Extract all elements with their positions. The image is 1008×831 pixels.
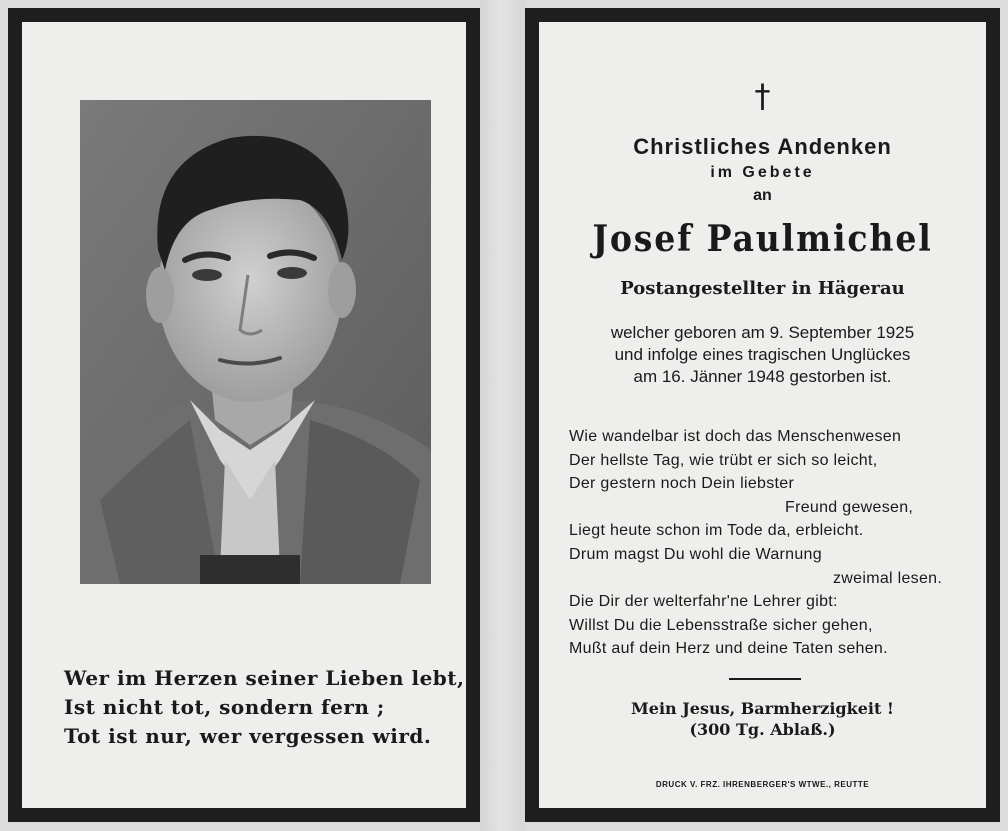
portrait-photo [80, 100, 431, 584]
fold-gutter [480, 0, 525, 831]
right-poem-line: Liegt heute schon im Tode da, erbleicht. [569, 522, 864, 540]
left-panel [8, 8, 480, 822]
left-poem-line: Wer im Herzen seiner Lieben lebt, [64, 666, 465, 690]
life-line: am 16. Jänner 1948 gestorben ist. [633, 367, 892, 386]
divider [729, 678, 801, 680]
prayer-line: Mein Jesus, Barmherzigkeit ! [631, 699, 894, 718]
portrait-photo-icon [80, 100, 431, 584]
life-line: und infolge eines tragischen Unglückes [614, 345, 911, 364]
subheading: im Gebete [710, 164, 815, 181]
right-poem-line: Der gestern noch Dein liebster [569, 475, 795, 493]
dedication-word: an [753, 187, 772, 204]
prayer-line: (300 Tg. Ablaß.) [689, 720, 836, 739]
cross-icon: † [754, 77, 771, 115]
occupation: Postangestellter in Hägerau [620, 278, 905, 299]
left-poem-line: Ist nicht tot, sondern fern ; [64, 695, 385, 719]
right-panel [525, 8, 1000, 822]
right-poem-line: Wie wandelbar ist doch das Menschenwesen [569, 428, 902, 445]
right-poem-line: Freund gewesen, [785, 498, 914, 516]
left-card [22, 22, 466, 808]
right-poem-line: zweimal lesen. [833, 569, 943, 587]
heading: Christliches Andenken [633, 134, 892, 159]
right-poem-line: Mußt auf dein Herz und deine Taten sehen. [569, 640, 888, 658]
right-poem-line: Die Dir der welterfahr'ne Lehrer gibt: [569, 593, 838, 611]
deceased-name: Josef Paulmichel [592, 218, 933, 260]
right-poem-line: Drum magst Du wohl die Warnung [569, 545, 822, 563]
printer-imprint: DRUCK V. FRZ. IHRENBERGER'S WTWE., REUTTE [655, 780, 870, 789]
left-poem-line: Tot ist nur, wer vergessen wird. [64, 724, 432, 748]
right-poem [569, 425, 989, 661]
right-poem-line: Der hellste Tag, wie trübt er sich so leicht, [569, 451, 878, 469]
right-poem-line: Willst Du die Lebensstraße sicher gehen, [569, 616, 873, 634]
life-dates [539, 322, 986, 388]
left-poem [64, 664, 464, 751]
life-line: welcher geboren am 9. September 1925 [610, 323, 915, 342]
right-card [539, 22, 986, 808]
prayer [539, 698, 986, 740]
